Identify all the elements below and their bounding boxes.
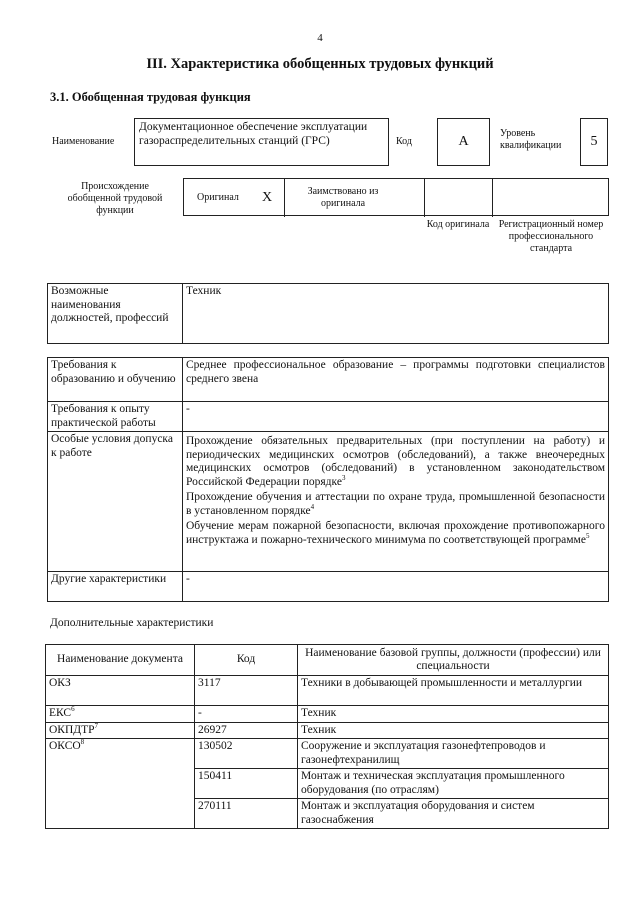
- original-mark: X: [262, 190, 273, 205]
- origin-label: Происхождение обобщенной трудовой функции: [67, 181, 163, 216]
- positions-table: [47, 283, 609, 344]
- name-value: Документационное обеспечение эксплуатации газораспределительных станций (ГРС): [134, 118, 389, 166]
- row-code: 150411: [195, 769, 298, 799]
- other-value: -: [183, 572, 609, 602]
- original-label: Оригинал: [197, 192, 239, 203]
- row-doc: ЕКС$^6$: [46, 706, 195, 723]
- additional-title: Дополнительные характеристики: [50, 617, 214, 629]
- name-label: Наименование: [52, 136, 115, 147]
- row-name: Техник: [298, 706, 609, 723]
- code-value: А: [437, 118, 490, 166]
- header-code: Код: [195, 645, 298, 676]
- row-name: Техник: [298, 722, 609, 739]
- row-code: 130502: [195, 739, 298, 769]
- conditions-paragraph: Прохождение обучения и аттестации по охране труда, промышленной безопасности в установленном порядке$^4$: [186, 491, 605, 517]
- experience-value: -: [183, 402, 609, 432]
- section-title: III. Характеристика обобщенных трудовых функций: [146, 56, 494, 72]
- header-name: Наименование базовой группы, должности (профессии) или специальности: [298, 645, 609, 676]
- page-number: 4: [317, 32, 323, 44]
- level-value: 5: [580, 118, 608, 166]
- requirements-table: [47, 357, 609, 602]
- positions-label: Возможные наименования должностей, профессий: [48, 284, 183, 344]
- table-row: [46, 706, 609, 723]
- row-doc: ОКСО$^8$: [46, 739, 195, 829]
- experience-label: Требования к опыту практической работы: [48, 402, 183, 432]
- row-name: Техники в добывающей промышленности и металлургии: [298, 676, 609, 706]
- row-code: -: [195, 706, 298, 723]
- code-original-label: Код оригинала: [426, 219, 490, 230]
- origin-table: [183, 178, 609, 216]
- row-doc: ОКЗ: [46, 676, 195, 706]
- table-row: [46, 722, 609, 739]
- conditions-paragraph: Прохождение обязательных предварительных (при поступлении на работу) и периодических медицинских осмотров (обследований), а также внеочередных медицинских осмотров (обследований) в установленном законодательством Российской Федерации порядке$^3$: [186, 435, 605, 488]
- row-doc: ОКПДТР$^7$: [46, 722, 195, 739]
- education-value: Среднее профессиональное образование – программы подготовки специалистов среднего звена: [183, 358, 609, 402]
- conditions-value: [183, 432, 609, 572]
- other-label: Другие характеристики: [48, 572, 183, 602]
- reg-number-label: Регистрационный номер профессионального стандарта: [498, 219, 604, 254]
- subsection-title: 3.1. Обобщенная трудовая функция: [50, 90, 251, 104]
- education-label: Требования к образованию и обучению: [48, 358, 183, 402]
- conditions-label: Особые условия допуска к работе: [48, 432, 183, 572]
- row-code: 26927: [195, 722, 298, 739]
- additional-table: [45, 644, 609, 829]
- level-label: Уровень квалификации: [500, 128, 562, 151]
- conditions-paragraph: Обучение мерам пожарной безопасности, включая прохождение противопожарного инструктажа и пожарно-технического минимума по соответствующей программе$^5$: [186, 520, 605, 546]
- table-row: [46, 676, 609, 706]
- row-name: Монтаж и эксплуатация оборудования и систем газоснабжения: [298, 799, 609, 829]
- row-name: Сооружение и эксплуатация газонефтепроводов и газонефтехранилищ: [298, 739, 609, 769]
- borrowed-label: Заимствовано из оригинала: [307, 186, 379, 209]
- header-doc: Наименование документа: [46, 645, 195, 676]
- table-row: [46, 739, 609, 769]
- row-name: Монтаж и техническая эксплуатация промышленного оборудования (по отраслям): [298, 769, 609, 799]
- row-code: 3117: [195, 676, 298, 706]
- row-code: 270111: [195, 799, 298, 829]
- code-label: Код: [396, 136, 412, 147]
- positions-value: Техник: [183, 284, 609, 344]
